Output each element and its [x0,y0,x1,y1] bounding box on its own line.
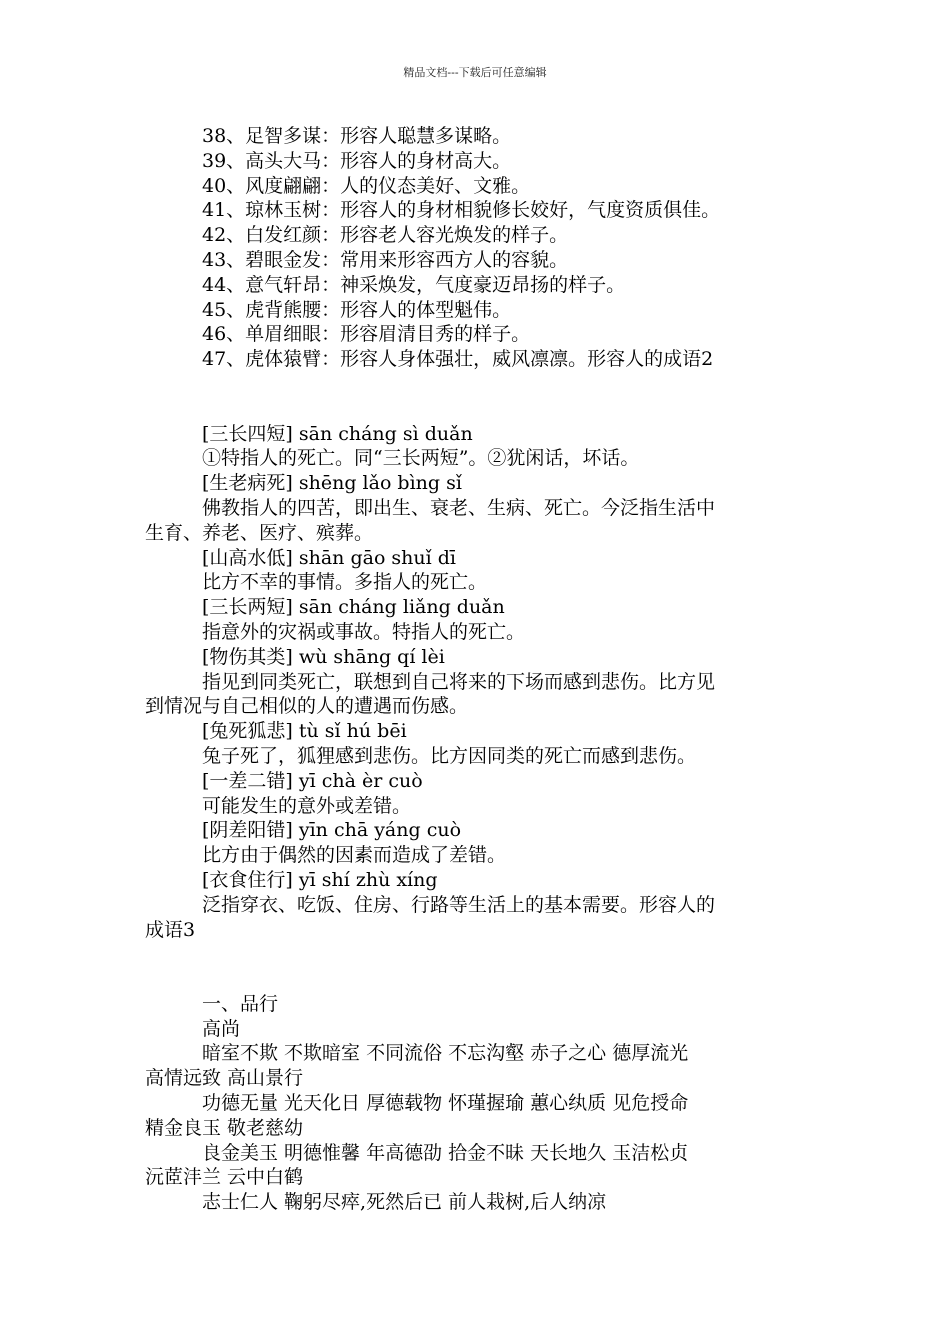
idiom-entry-heading: [衣食住行] yī shí zhù xíng [202,868,438,891]
list-item: 39、高头大马：形容人的身材高大。 [202,149,512,172]
list-item: 40、风度翩翩：人的仪态美好、文雅。 [202,174,531,197]
page-header: 精品文档---下载后可任意编辑 [403,66,547,79]
section-gap [145,372,813,422]
idiom-definition-continued: 到情况与自己相似的人的遭遇而伤感。 [145,695,469,718]
idiom-definition: 指意外的灾祸或事故。特指人的死亡。 [202,620,526,643]
idiom-definition: 比方不幸的事情。多指人的死亡。 [202,571,488,594]
idiom-list [145,124,813,372]
death-idioms-section [145,422,813,943]
idiom-definition: 佛教指人的四苦，即出生、衰老、生病、死亡。今泛指生活中 [202,496,716,519]
idiom-row: 志士仁人 鞠躬尽瘁,死然后已 前人栽树,后人纳凉 [202,1191,607,1214]
list-item: 47、虎体猿臂：形容人身体强壮，威风凛凛。形容人的成语2 [202,348,714,371]
idiom-entry-heading: [兔死狐悲] tù sǐ hú bēi [202,720,407,743]
idiom-entry-heading: [生老病死] shēng lǎo bìng sǐ [202,472,462,495]
idiom-entry-heading: [一差二错] yī chà èr cuò [202,769,423,792]
idiom-definition: 泛指穿衣、吃饭、住房、行路等生活上的基本需要。形容人的 [202,893,716,916]
idiom-definition: 比方由于偶然的因素而造成了差错。 [202,844,507,867]
idiom-row: 暗室不欺 不欺暗室 不同流俗 不忘沟壑 赤子之心 德厚流光 [202,1042,689,1065]
idiom-definition: 指见到同类死亡，联想到自己将来的下场而感到悲伤。比方见 [202,670,716,693]
idiom-definition: ①特指人的死亡。同“三长两短”。②犹闲话，坏话。 [202,447,640,470]
idiom-row: 功德无量 光天化日 厚德载物 怀瑾握瑜 蕙心纨质 见危授命 [202,1092,689,1115]
idiom-row-continued: 沅茝沣兰 云中白鹤 [145,1166,304,1189]
list-item: 41、琼林玉树：形容人的身材相貌修长姣好，气度资质俱佳。 [202,199,721,222]
list-item: 38、足智多谋：形容人聪慧多谋略。 [202,125,512,147]
list-item: 42、白发红颜：形容老人容光焕发的样子。 [202,224,569,247]
idiom-definition-continued: 成语3 [145,918,196,941]
list-item: 44、意气轩昂：神采焕发，气度豪迈昂扬的样子。 [202,273,626,296]
idiom-definition: 可能发生的意外或差错。 [202,794,412,817]
idiom-row-continued: 精金良玉 敬老慈幼 [145,1116,304,1139]
list-item: 43、碧眼金发：常用来形容西方人的容貌。 [202,248,569,271]
section-gap [145,942,813,992]
idiom-row: 良金美玉 明德惟馨 年高德劭 拾金不昧 天长地久 玉洁松贞 [202,1141,689,1164]
document-body [145,124,813,1215]
idiom-row-continued: 高情远致 高山景行 [145,1067,304,1090]
character-idioms-section [145,992,813,1215]
list-item: 46、单眉细眼：形容眉清目秀的样子。 [202,323,531,346]
idiom-definition-continued: 生育、养老、医疗、殡葬。 [145,521,374,544]
idiom-entry-heading: [阴差阳错] yīn chā yáng cuò [202,819,462,842]
idiom-definition: 兔子死了，狐狸感到悲伤。比方因同类的死亡而感到悲伤。 [202,744,697,767]
idiom-entry-heading: [三长四短] sān cháng sì duǎn [202,422,473,445]
idiom-entry-heading: [三长两短] sān cháng liǎng duǎn [202,596,505,619]
list-item: 45、虎背熊腰：形容人的体型魁伟。 [202,298,512,321]
subsection-heading: 高尚 [202,1017,241,1040]
section-heading: 一、品行 [202,992,279,1015]
idiom-entry-heading: [物伤其类] wù shāng qí lèi [202,645,445,668]
idiom-entry-heading: [山高水低] shān gāo shuǐ dī [202,546,457,569]
